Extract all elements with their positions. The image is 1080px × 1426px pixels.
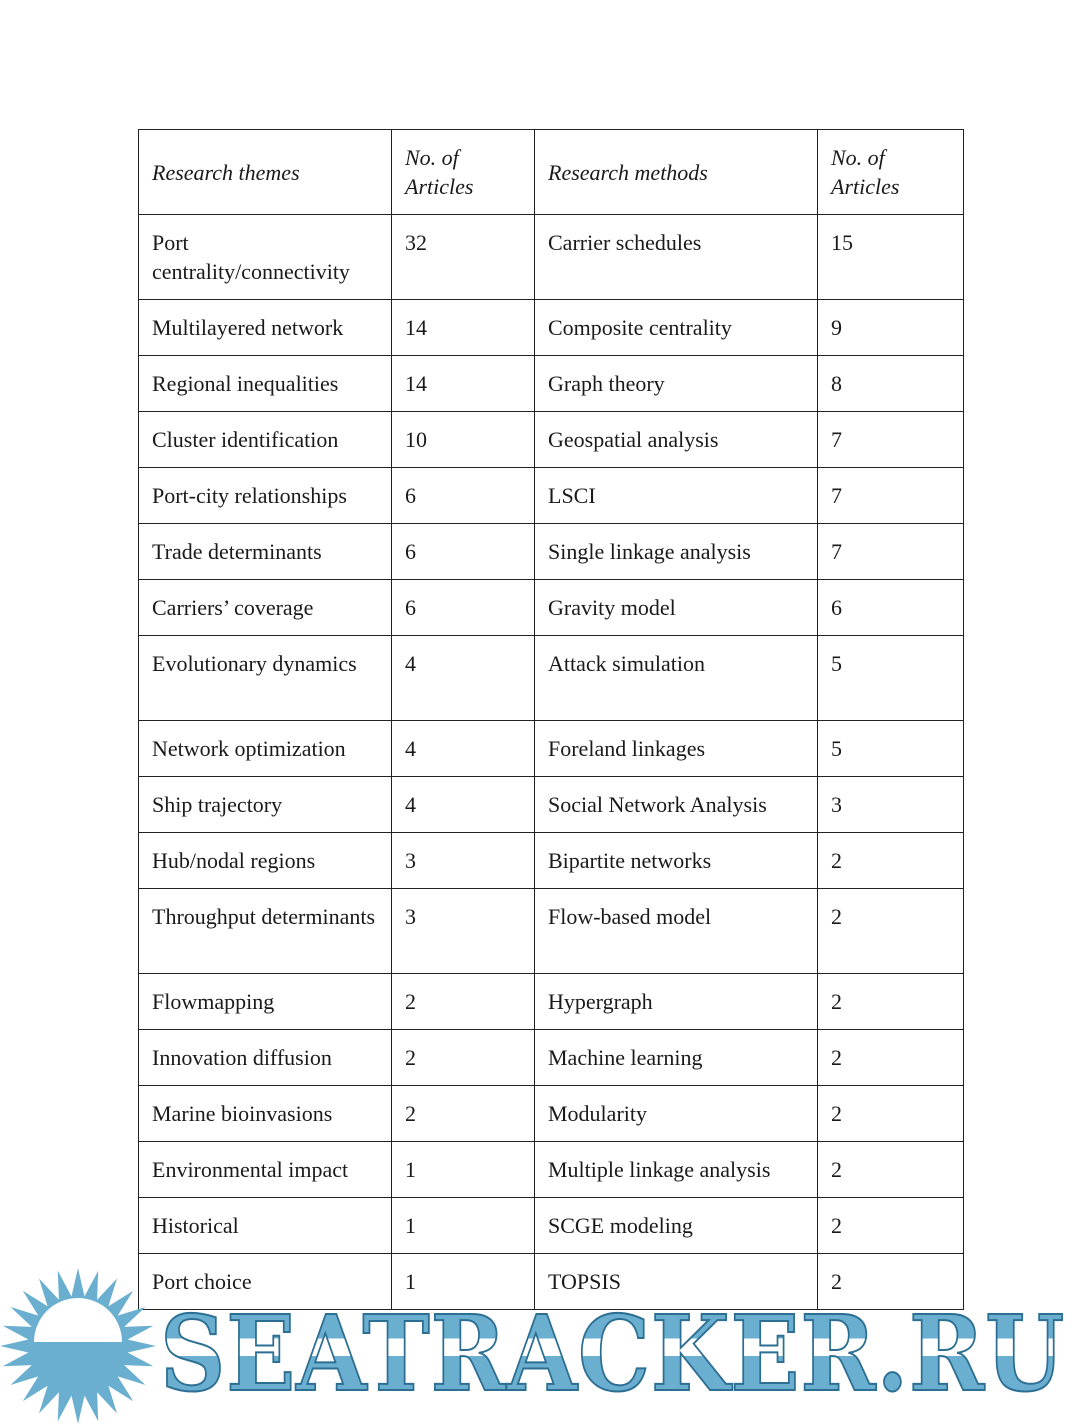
theme-count-cell: 6: [392, 468, 535, 524]
method-count-cell: 5: [818, 636, 964, 721]
method-count-cell: 7: [818, 412, 964, 468]
table-row: [139, 468, 964, 524]
theme-cell: Port choice: [139, 1254, 392, 1310]
table-row: [139, 721, 964, 777]
method-cell: SCGE modeling: [535, 1198, 818, 1254]
theme-cell: Marine bioinvasions: [139, 1086, 392, 1142]
theme-count-cell: 4: [392, 721, 535, 777]
table-row: [139, 833, 964, 889]
method-cell: Carrier schedules: [535, 215, 818, 300]
theme-count-cell: 6: [392, 524, 535, 580]
theme-cell: Evolutionary dynamics: [139, 636, 392, 721]
theme-count-cell: 3: [392, 833, 535, 889]
header-theme-article-count: No. of Articles: [392, 130, 535, 215]
method-count-cell: 7: [818, 468, 964, 524]
method-cell: Social Network Analysis: [535, 777, 818, 833]
table-row: [139, 215, 964, 300]
method-cell: Graph theory: [535, 356, 818, 412]
theme-count-cell: 10: [392, 412, 535, 468]
theme-count-cell: 4: [392, 636, 535, 721]
table-row: [139, 300, 964, 356]
table-header-row: [139, 130, 964, 215]
theme-cell: Flowmapping: [139, 974, 392, 1030]
table-row: [139, 524, 964, 580]
theme-count-cell: 2: [392, 1030, 535, 1086]
table-row: [139, 356, 964, 412]
sun-icon: [0, 1266, 160, 1426]
method-cell: Modularity: [535, 1086, 818, 1142]
theme-cell: Ship trajectory: [139, 777, 392, 833]
table-row: [139, 1198, 964, 1254]
theme-count-cell: 3: [392, 889, 535, 974]
method-count-cell: 3: [818, 777, 964, 833]
theme-count-cell: 4: [392, 777, 535, 833]
theme-cell: Historical: [139, 1198, 392, 1254]
theme-cell: Throughput determinants: [139, 889, 392, 974]
header-method-article-count: No. of Articles: [818, 130, 964, 215]
theme-cell: Carriers’ coverage: [139, 580, 392, 636]
method-count-cell: 2: [818, 1030, 964, 1086]
theme-cell: Network optimization: [139, 721, 392, 777]
themes-methods-table: [138, 129, 964, 1310]
theme-count-cell: 2: [392, 1086, 535, 1142]
method-count-cell: 2: [818, 1086, 964, 1142]
theme-cell: Hub/nodal regions: [139, 833, 392, 889]
table-row: [139, 1030, 964, 1086]
table-row: [139, 636, 964, 721]
method-count-cell: 5: [818, 721, 964, 777]
method-count-cell: 2: [818, 1198, 964, 1254]
method-cell: TOPSIS: [535, 1254, 818, 1310]
watermark: [0, 1262, 1080, 1425]
method-cell: Machine learning: [535, 1030, 818, 1086]
method-cell: Composite centrality: [535, 300, 818, 356]
theme-cell: Innovation diffusion: [139, 1030, 392, 1086]
theme-cell: Cluster identification: [139, 412, 392, 468]
theme-count-cell: 14: [392, 300, 535, 356]
theme-cell: Port centrality/connectivity: [139, 215, 392, 300]
watermark-text: SEATRACKER.RU: [160, 1292, 1065, 1408]
theme-count-cell: 6: [392, 580, 535, 636]
method-cell: LSCI: [535, 468, 818, 524]
header-research-themes: Research themes: [139, 130, 392, 215]
theme-cell: Regional inequalities: [139, 356, 392, 412]
header-research-methods: Research methods: [535, 130, 818, 215]
method-count-cell: 7: [818, 524, 964, 580]
theme-count-cell: 2: [392, 974, 535, 1030]
method-count-cell: 2: [818, 1142, 964, 1198]
method-cell: Gravity model: [535, 580, 818, 636]
method-cell: Single linkage analysis: [535, 524, 818, 580]
theme-cell: Environmental impact: [139, 1142, 392, 1198]
method-cell: Foreland linkages: [535, 721, 818, 777]
method-count-cell: 8: [818, 356, 964, 412]
theme-count-cell: 32: [392, 215, 535, 300]
method-count-cell: 2: [818, 974, 964, 1030]
method-cell: Geospatial analysis: [535, 412, 818, 468]
theme-count-cell: 1: [392, 1198, 535, 1254]
method-cell: Flow-based model: [535, 889, 818, 974]
table-row: [139, 889, 964, 974]
method-count-cell: 15: [818, 215, 964, 300]
method-cell: Attack simulation: [535, 636, 818, 721]
table-row: [139, 580, 964, 636]
theme-count-cell: 14: [392, 356, 535, 412]
table-row: [139, 1142, 964, 1198]
theme-count-cell: 1: [392, 1254, 535, 1310]
method-count-cell: 2: [818, 1254, 964, 1310]
method-count-cell: 6: [818, 580, 964, 636]
theme-count-cell: 1: [392, 1142, 535, 1198]
method-count-cell: 2: [818, 833, 964, 889]
table-row: [139, 412, 964, 468]
table-row: [139, 1086, 964, 1142]
method-cell: Hypergraph: [535, 974, 818, 1030]
method-cell: Multiple linkage analysis: [535, 1142, 818, 1198]
table-row: [139, 974, 964, 1030]
theme-cell: Trade determinants: [139, 524, 392, 580]
method-count-cell: 2: [818, 889, 964, 974]
method-cell: Bipartite networks: [535, 833, 818, 889]
theme-cell: Port-city relationships: [139, 468, 392, 524]
theme-cell: Multilayered network: [139, 300, 392, 356]
method-count-cell: 9: [818, 300, 964, 356]
table-row: [139, 777, 964, 833]
watermark-wordmark: [160, 1288, 1070, 1408]
